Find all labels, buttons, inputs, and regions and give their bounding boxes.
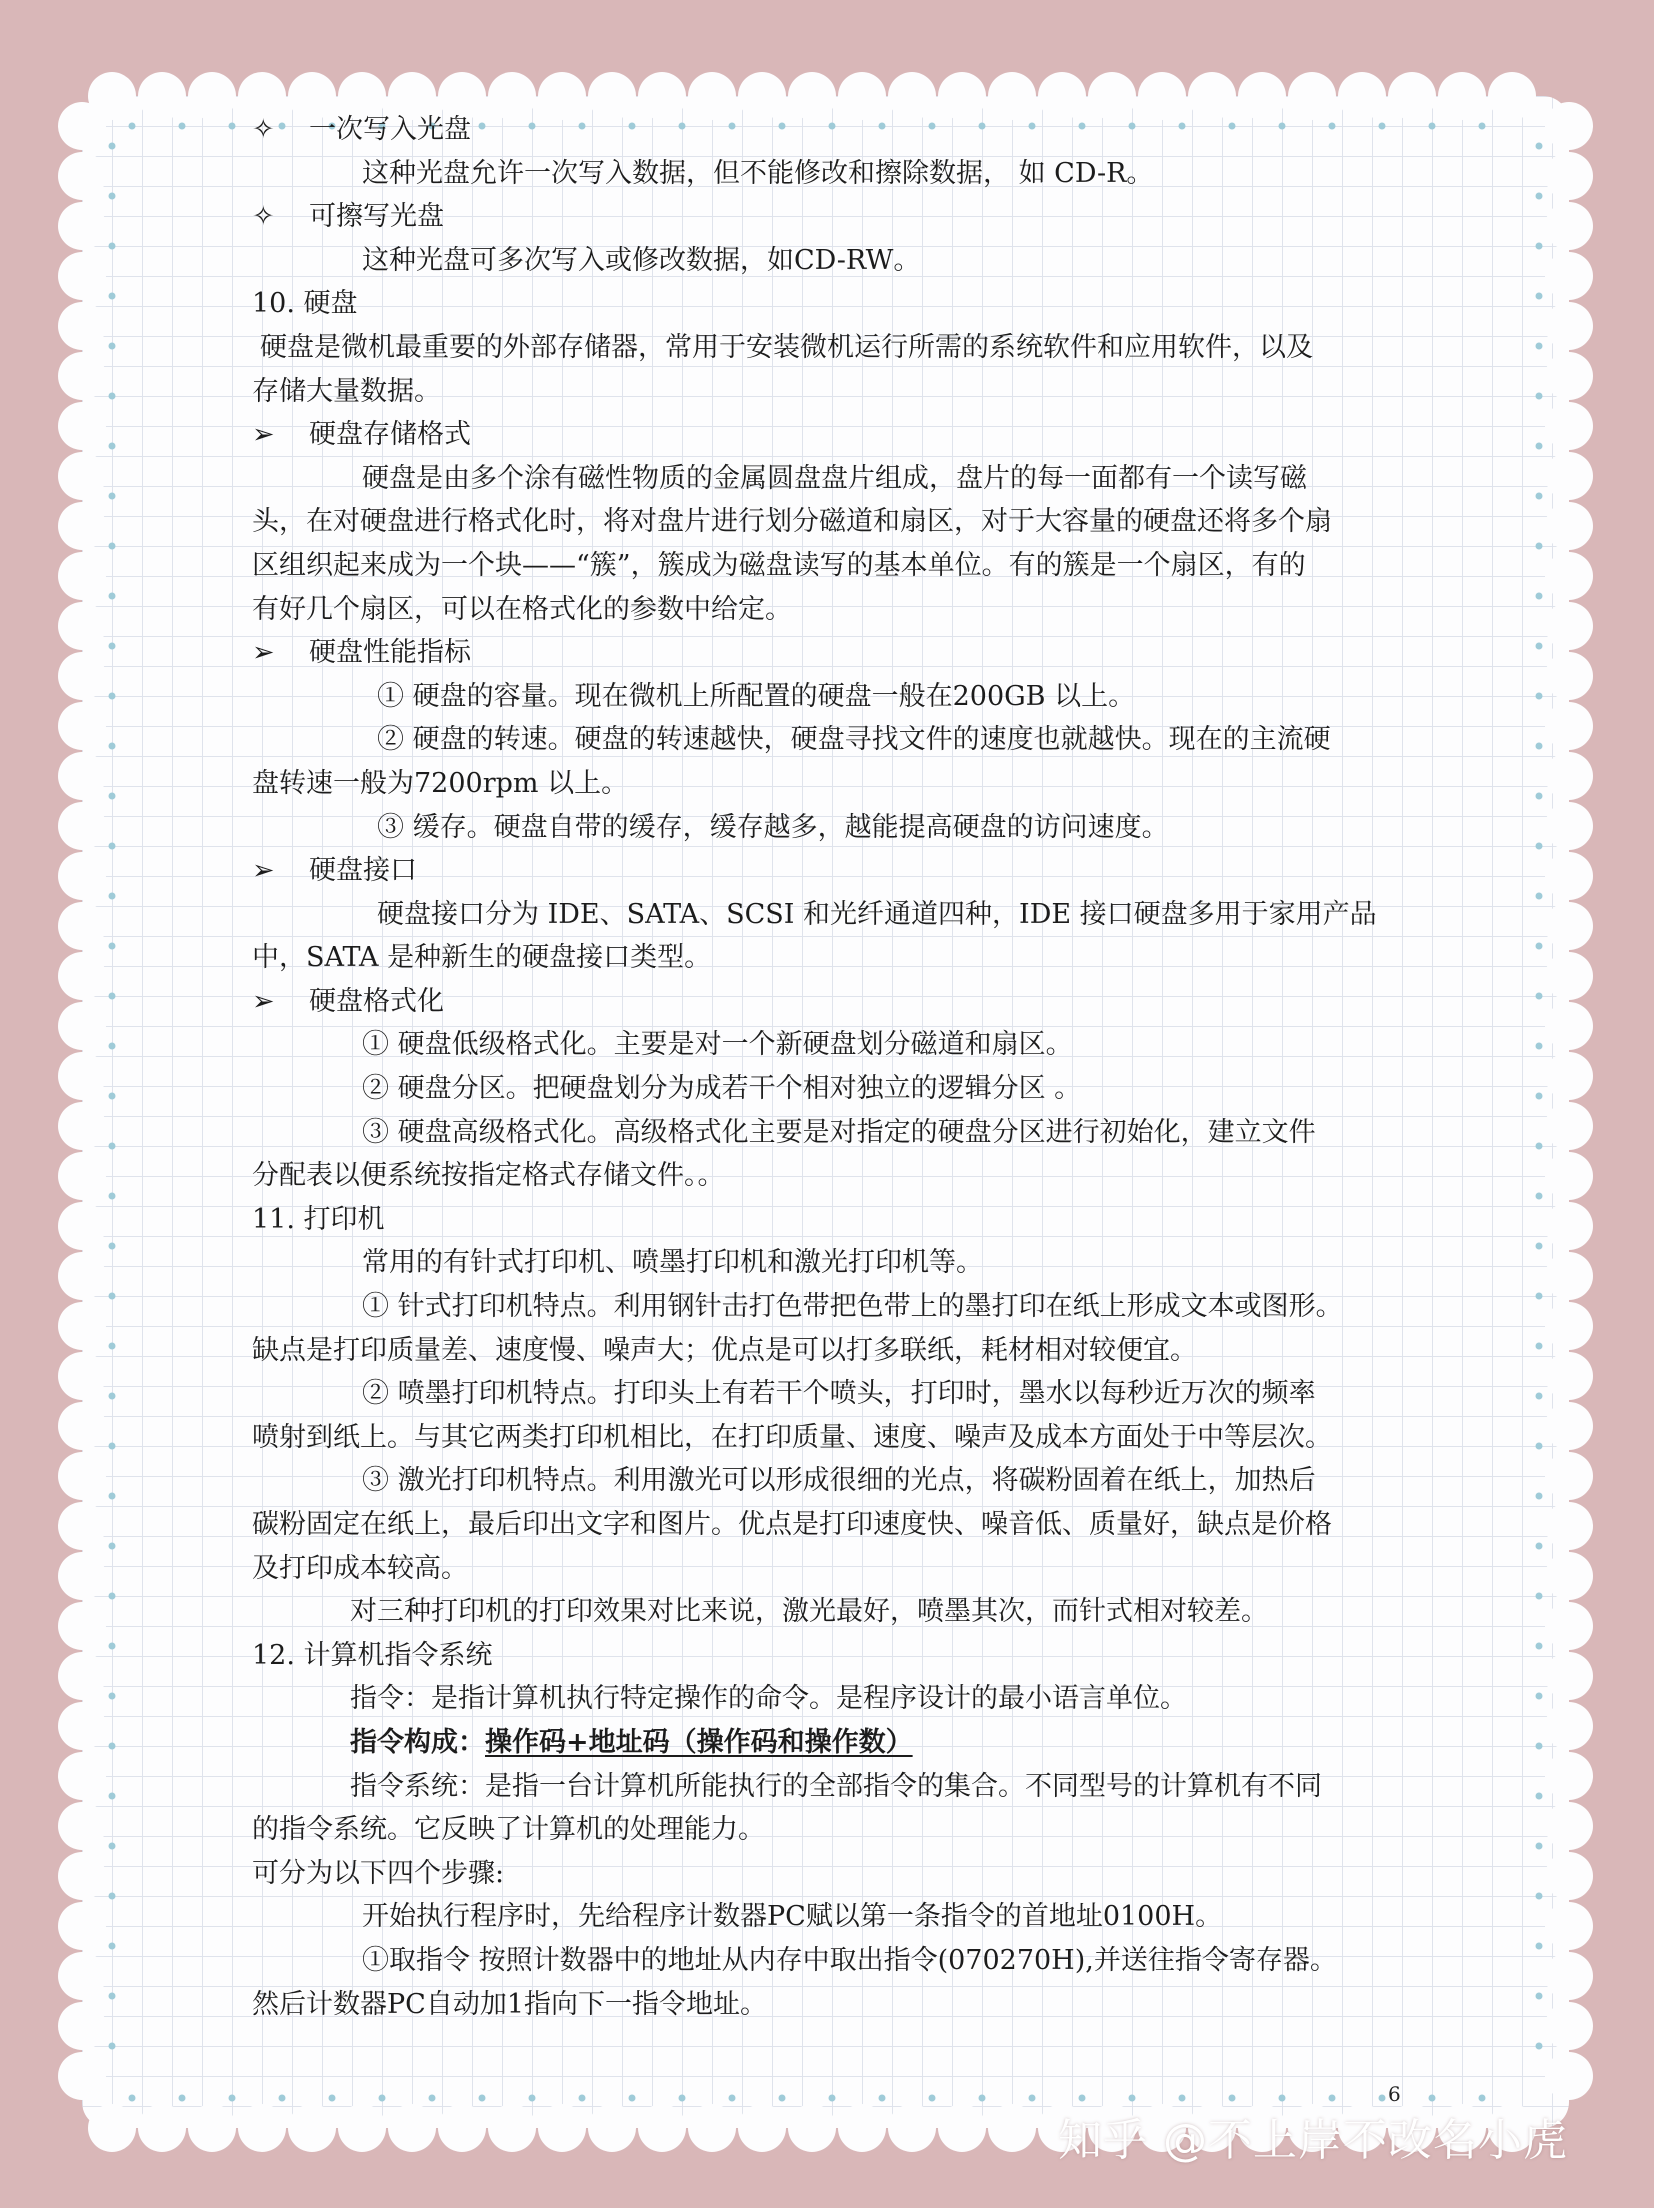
scallop-bump [58, 1902, 106, 1950]
border-dot [729, 2095, 736, 2102]
paragraph-line: 分配表以便系统按指定格式存储文件。。 [252, 1160, 725, 1192]
border-dot [109, 1243, 116, 1250]
scallop-bump [1545, 1152, 1593, 1200]
border-dot [1536, 1743, 1543, 1750]
border-dot [1536, 1343, 1543, 1350]
border-dot [109, 693, 116, 700]
scallop-bump [388, 2104, 436, 2152]
border-dot [1536, 1643, 1543, 1650]
border-dot [1536, 743, 1543, 750]
border-dot [1536, 1243, 1543, 1250]
scallop-bump [58, 1502, 106, 1550]
border-dot [109, 1293, 116, 1300]
scallop-bump [58, 1952, 106, 2000]
border-dot [109, 293, 116, 300]
paragraph-line: ① 硬盘低级格式化。主要是对一个新硬盘划分磁道和扇区。 [362, 1029, 1073, 1061]
scallop-bump [188, 2104, 236, 2152]
border-dot [879, 2095, 886, 2102]
scallop-bump [58, 302, 106, 350]
page-number: 6 [1388, 2082, 1401, 2106]
scallop-bump [988, 2104, 1036, 2152]
document-body [252, 108, 1412, 2026]
border-dot [1229, 2095, 1236, 2102]
paragraph-line: 硬盘接口分为 IDE、SATA、SCSI 和光纤通道四种，IDE 接口硬盘多用于家用产品 [377, 898, 1377, 930]
paragraph-line: 硬盘是由多个涂有磁性物质的金属圆盘盘片组成，盘片的每一面都有一个读写磁 [362, 462, 1307, 494]
scallop-bump [1545, 1552, 1593, 1600]
border-dot [1536, 1043, 1543, 1050]
border-dot [1536, 693, 1543, 700]
scallop-bump [938, 2104, 986, 2152]
scallop-bump [588, 2104, 636, 2152]
border-dot [129, 123, 136, 130]
border-dot [109, 493, 116, 500]
scallop-bump [1545, 752, 1593, 800]
scallop-bump [1545, 552, 1593, 600]
paragraph-line: ③ 缓存。硬盘自带的缓存，缓存越多，越能提高硬盘的访问速度。 [377, 811, 1169, 843]
scallop-bump [1545, 402, 1593, 450]
border-dot [109, 443, 116, 450]
scallop-bump [58, 1802, 106, 1850]
scallop-bump [1545, 1002, 1593, 1050]
border-dot [109, 543, 116, 550]
scallop-bump [58, 152, 106, 200]
border-dot [1536, 1393, 1543, 1400]
scallop-bump [1545, 302, 1593, 350]
border-dot [109, 1193, 116, 1200]
scallop-bump [58, 552, 106, 600]
border-dot [229, 123, 236, 130]
border-dot [109, 343, 116, 350]
border-dot [479, 2095, 486, 2102]
scallop-bump [288, 2104, 336, 2152]
scallop-bump [58, 652, 106, 700]
border-dot [109, 1493, 116, 1500]
border-dot [1129, 2095, 1136, 2102]
border-dot [1536, 1543, 1543, 1550]
border-dot [529, 2095, 536, 2102]
bullet-item [252, 413, 1412, 457]
paragraph-line: 喷射到纸上。与其它两类打印机相比，在打印质量、速度、噪声及成本方面处于中等层次。 [252, 1421, 1332, 1453]
border-dot [109, 393, 116, 400]
border-dot [109, 243, 116, 250]
border-dot [109, 893, 116, 900]
border-dot [109, 1043, 116, 1050]
paragraph-line: ③ 激光打印机特点。利用激光可以形成很细的光点，将碳粉固着在纸上，加热后 [362, 1465, 1316, 1497]
border-dot [109, 1643, 116, 1650]
scallop-bump [488, 2104, 536, 2152]
scallop-bump [1545, 1402, 1593, 1450]
scallop-bump [58, 1452, 106, 1500]
scallop-bump [1545, 1302, 1593, 1350]
paragraph-line: ② 硬盘的转速。硬盘的转速越快，硬盘寻找文件的速度也就越快。现在的主流硬 [377, 724, 1331, 756]
border-dot [1479, 2095, 1486, 2102]
border-dot [1536, 593, 1543, 600]
border-dot [1536, 2043, 1543, 2050]
scallop-bump [1545, 902, 1593, 950]
subheading: 硬盘存储格式 [309, 419, 471, 451]
border-dot [1536, 1093, 1543, 1100]
arrow-bullet-icon: ➢ [252, 637, 275, 669]
scallop-bump [1545, 1602, 1593, 1650]
watermark: 知乎 @不上岸不改名小虎 [1058, 2115, 1568, 2166]
scallop-bump [1545, 102, 1593, 150]
scallop-bump [688, 2104, 736, 2152]
border-dot [1536, 243, 1543, 250]
border-dot [1536, 793, 1543, 800]
paragraph-line: 对三种打印机的打印效果对比来说，激光最好，喷墨其次，而针式相对较差。 [350, 1596, 1268, 1628]
border-dot [779, 2095, 786, 2102]
paragraph-line: 有好几个扇区，可以在格式化的参数中给定。 [252, 593, 792, 625]
paragraph-line: 然后计数器PC自动加1指向下一指令地址。 [252, 1988, 768, 2020]
border-dot [1536, 293, 1543, 300]
scallop-bump [88, 2104, 136, 2152]
border-dot [109, 1843, 116, 1850]
border-dot [1279, 2095, 1286, 2102]
scallop-bump [58, 1052, 106, 1100]
border-dot [109, 943, 116, 950]
diamond-star-icon: ✧ [252, 114, 275, 145]
paragraph-line: 头，在对硬盘进行格式化时，将对盘片进行划分磁道和扇区，对于大容量的硬盘还将多个扇 [252, 506, 1332, 538]
paragraph-line: 常用的有针式打印机、喷墨打印机和激光打印机等。 [362, 1247, 983, 1279]
scallop-bump [788, 2104, 836, 2152]
border-dot [109, 1443, 116, 1450]
scallop-bump [58, 902, 106, 950]
paragraph-line: 中，SATA 是种新生的硬盘接口类型。 [252, 942, 712, 974]
border-dot [379, 2095, 386, 2102]
scallop-bump [1545, 1502, 1593, 1550]
scallop-bump [738, 2104, 786, 2152]
scallop-bump [58, 2002, 106, 2050]
scallop-bump [58, 1552, 106, 1600]
scallop-bump [58, 452, 106, 500]
paragraph-line: ② 喷墨打印机特点。打印头上有若干个喷头，打印时，墨水以每秒近万次的频率 [362, 1378, 1316, 1410]
scallop-bump [1545, 1452, 1593, 1500]
scallop-bump [58, 1602, 106, 1650]
scallop-bump [58, 1352, 106, 1400]
scallop-bump [58, 2052, 106, 2100]
bullet-item [252, 980, 1412, 1024]
paragraph-line: 这种光盘允许一次写入数据，但不能修改和擦除数据， 如 CD-R。 [362, 157, 1154, 189]
border-dot [279, 2095, 286, 2102]
scallop-bump [1545, 1752, 1593, 1800]
border-dot [1536, 1893, 1543, 1900]
border-dot [129, 2095, 136, 2102]
paragraph-line: 盘转速一般为7200rpm 以上。 [252, 767, 629, 799]
paragraph-line: 指令系统：是指一台计算机所能执行的全部指令的集合。不同型号的计算机有不同 [350, 1770, 1322, 1802]
scallop-bump [58, 702, 106, 750]
scallop-bump [58, 1102, 106, 1150]
border-dot [1536, 1943, 1543, 1950]
scallop-bump [58, 1402, 106, 1450]
paragraph-line: ① 硬盘的容量。现在微机上所配置的硬盘一般在200GB 以上。 [377, 680, 1136, 712]
scallop-bump [1545, 252, 1593, 300]
border-dot [109, 2043, 116, 2050]
scallop-bump [1545, 1852, 1593, 1900]
scallop-bump [1545, 1252, 1593, 1300]
scallop-bump [58, 202, 106, 250]
border-dot [1536, 1443, 1543, 1450]
scallop-bump [538, 2104, 586, 2152]
border-dot [1536, 493, 1543, 500]
scallop-bump [1545, 952, 1593, 1000]
scallop-bump [1545, 2002, 1593, 2050]
border-dot [1536, 1143, 1543, 1150]
bullet-item [252, 849, 1412, 893]
scallop-bump [1545, 352, 1593, 400]
scallop-bump [1438, 72, 1486, 120]
scallop-bump [58, 1702, 106, 1750]
border-dot [1536, 1193, 1543, 1200]
border-dot [1536, 943, 1543, 950]
border-dot [109, 1393, 116, 1400]
border-dot [109, 1543, 116, 1550]
scallop-bump [58, 1652, 106, 1700]
border-dot [179, 123, 186, 130]
border-dot [1536, 843, 1543, 850]
border-dot [1536, 143, 1543, 150]
scallop-bump [1545, 602, 1593, 650]
scallop-bump [58, 1002, 106, 1050]
border-dot [1379, 2095, 1386, 2102]
scallop-bump [138, 2104, 186, 2152]
border-dot [109, 1943, 116, 1950]
border-dot [1536, 1293, 1543, 1300]
scallop-bump [1545, 1702, 1593, 1750]
scallop-bump [1545, 502, 1593, 550]
border-dot [679, 2095, 686, 2102]
border-dot [1329, 2095, 1336, 2102]
scallop-bump [138, 72, 186, 120]
subheading: 一次写入光盘 [309, 114, 471, 145]
scallop-bump [58, 1252, 106, 1300]
scallop-bump [58, 402, 106, 450]
border-dot [109, 1743, 116, 1750]
scallop-bump [58, 1152, 106, 1200]
border-dot [1536, 993, 1543, 1000]
paragraph-line: 存储大量数据。 [252, 375, 441, 407]
bold-definition-line [252, 1721, 1412, 1765]
paragraph-line: ② 硬盘分区。把硬盘划分为成若干个相对独立的逻辑分区 。 [362, 1073, 1082, 1105]
border-dot [1536, 1693, 1543, 1700]
border-dot [109, 593, 116, 600]
scallop-bump [58, 102, 106, 150]
scallop-bump [1545, 1902, 1593, 1950]
scallop-bump [58, 602, 106, 650]
border-dot [629, 2095, 636, 2102]
border-dot [109, 1693, 116, 1700]
section-heading: 12. 计算机指令系统 [252, 1639, 493, 1671]
border-dot [109, 1593, 116, 1600]
border-dot [109, 643, 116, 650]
scallop-bump [838, 2104, 886, 2152]
paragraph-line: 这种光盘可多次写入或修改数据，如CD-RW。 [362, 244, 921, 276]
paragraph-line: 碳粉固定在纸上，最后印出文字和图片。优点是打印速度快、噪音低、质量好，缺点是价格 [252, 1509, 1332, 1540]
diamond-star-icon: ✧ [252, 201, 275, 233]
scallop-bump [1545, 452, 1593, 500]
arrow-bullet-icon: ➢ [252, 985, 275, 1017]
border-dot [109, 1093, 116, 1100]
border-dot [179, 2095, 186, 2102]
scallop-bump [58, 502, 106, 550]
scallop-bump [58, 752, 106, 800]
border-dot [1536, 393, 1543, 400]
border-dot [1536, 1793, 1543, 1800]
border-dot [579, 2095, 586, 2102]
border-dot [979, 2095, 986, 2102]
border-dot [109, 993, 116, 1000]
underlined-definition: 操作码+地址码（操作码和操作数） [485, 1726, 913, 1758]
scallop-bump [1545, 852, 1593, 900]
border-dot [109, 1343, 116, 1350]
scallop-bump [438, 2104, 486, 2152]
border-dot [109, 1793, 116, 1800]
scallop-bump [1545, 2052, 1593, 2100]
scallop-bump [1545, 1202, 1593, 1250]
scallop-bump [1545, 802, 1593, 850]
scallop-bump [58, 1202, 106, 1250]
section-heading: 11. 打印机 [252, 1203, 385, 1235]
border-dot [109, 1893, 116, 1900]
border-dot [1536, 893, 1543, 900]
border-dot [1536, 443, 1543, 450]
definition-label: 指令构成： [350, 1726, 485, 1758]
border-dot [1536, 1993, 1543, 2000]
border-dot [1429, 2095, 1436, 2102]
border-dot [929, 2095, 936, 2102]
paragraph-line: ①取指令 按照计数器中的地址从内存中取出指令(070270H),并送往指令寄存器。 [362, 1944, 1337, 1976]
paragraph-line: 的指令系统。它反映了计算机的处理能力。 [252, 1814, 765, 1846]
arrow-bullet-icon: ➢ [252, 855, 275, 887]
border-dot [1536, 1493, 1543, 1500]
paragraph-line: 开始执行程序时，先给程序计数器PC赋以第一条指令的首地址0100H。 [362, 1901, 1223, 1933]
border-dot [109, 793, 116, 800]
scallop-bump [58, 802, 106, 850]
subheading: 硬盘格式化 [309, 985, 444, 1017]
scallop-bump [1545, 1952, 1593, 2000]
bullet-item [252, 108, 1412, 152]
paragraph-line: 及打印成本较高。 [252, 1552, 468, 1584]
border-dot [1536, 1843, 1543, 1850]
paragraph-line: 指令：是指计算机执行特定操作的命令。是程序设计的最小语言单位。 [350, 1683, 1187, 1715]
border-dot [109, 743, 116, 750]
scallop-bump [338, 2104, 386, 2152]
border-dot [229, 2095, 236, 2102]
bullet-item [252, 631, 1412, 675]
border-dot [1536, 643, 1543, 650]
scallop-bump [1545, 202, 1593, 250]
border-dot [429, 2095, 436, 2102]
subheading: 硬盘性能指标 [309, 637, 471, 669]
scallop-bump [1545, 1052, 1593, 1100]
paragraph-line: 缺点是打印质量差、速度慢、噪声大；优点是可以打多联纸，耗材相对较便宜。 [252, 1334, 1197, 1366]
scallop-bump [1545, 652, 1593, 700]
scallop-bump [58, 852, 106, 900]
bullet-item [252, 195, 1412, 239]
paragraph-line: ③ 硬盘高级格式化。高级格式化主要是对指定的硬盘分区进行初始化，建立文件 [362, 1116, 1316, 1148]
paragraph-line: 可分为以下四个步骤: [252, 1857, 505, 1889]
border-dot [109, 193, 116, 200]
border-dot [1429, 123, 1436, 130]
scallop-bump [1545, 1652, 1593, 1700]
border-dot [109, 1993, 116, 2000]
section-heading: 10. 硬盘 [252, 288, 358, 320]
border-dot [1536, 193, 1543, 200]
border-dot [1536, 1593, 1543, 1600]
paragraph-line: 硬盘是微机最重要的外部存储器，常用于安装微机运行所需的系统软件和应用软件，以及 [260, 331, 1313, 363]
border-dot [1536, 543, 1543, 550]
border-dot [829, 2095, 836, 2102]
border-dot [1029, 2095, 1036, 2102]
scallop-bump [238, 2104, 286, 2152]
scallop-bump [58, 1752, 106, 1800]
border-dot [109, 143, 116, 150]
scallop-bump [58, 252, 106, 300]
border-dot [329, 2095, 336, 2102]
subheading: 可擦写光盘 [309, 201, 444, 233]
border-dot [1079, 2095, 1086, 2102]
scallop-bump [58, 1852, 106, 1900]
border-dot [109, 1143, 116, 1150]
scallop-bump [58, 352, 106, 400]
scallop-bump [1488, 72, 1536, 120]
subheading: 硬盘接口 [309, 855, 417, 887]
scallop-bump [1545, 702, 1593, 750]
scallop-bump [188, 72, 236, 120]
border-dot [109, 843, 116, 850]
scallop-bump [1545, 152, 1593, 200]
border-dot [1536, 343, 1543, 350]
scallop-bump [888, 2104, 936, 2152]
arrow-bullet-icon: ➢ [252, 419, 275, 451]
scallop-bump [58, 952, 106, 1000]
border-dot [1179, 2095, 1186, 2102]
scallop-bump [638, 2104, 686, 2152]
border-dot [1479, 123, 1486, 130]
scallop-bump [1545, 1352, 1593, 1400]
paragraph-line: ① 针式打印机特点。利用钢针击打色带把色带上的墨打印在纸上形成文本或图形。 [362, 1291, 1343, 1323]
scallop-bump [58, 1302, 106, 1350]
scallop-bump [1545, 1802, 1593, 1850]
paragraph-line: 区组织起来成为一个块——“簇”，簇成为磁盘读写的基本单位。有的簇是一个扇区，有的 [252, 549, 1306, 581]
scallop-bump [1545, 1102, 1593, 1150]
